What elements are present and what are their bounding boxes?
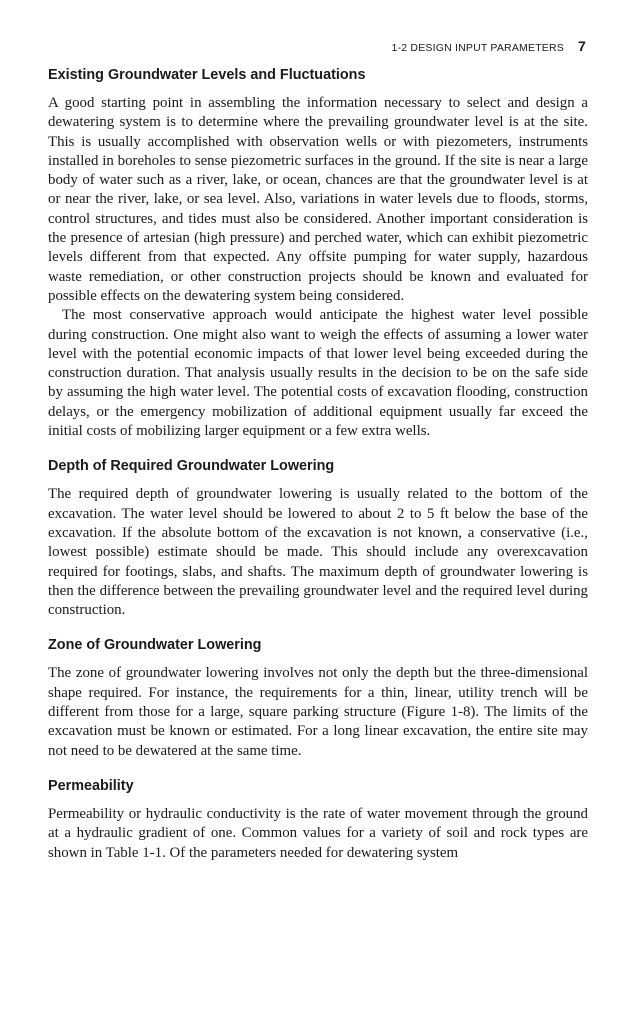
section-existing-groundwater <box>48 66 588 441</box>
paragraph: The zone of groundwater lowering involves not only the depth but the three-dimensional shape required. For instance, the requirements for a thin, linear, utility trench will be different from those for a large, square parking structure (Figure 1-8). The limits of the excavation must be known or estimated. For a long linear excavation, the entire site may not need to be dewatered at the same time. <box>48 665 588 759</box>
paragraph: A good starting point in assembling the information necessary to select and design a dewatering system is to determine where the prevailing groundwater level is at the site. This is usually accomplished with observation wells or with piezometers, instruments installed in boreholes to sense piezometric surfaces in the ground. If the site is near a large body of water such as a river, lake, or ocean, chances are that the groundwater level is at or near the river, lake, or sea level. Also, variations in water levels due to floods, storms, control structures, and tides must also be considered. Another important consideration is the presence of artesian (high pressure) and perched water, which can exhibit piezometric levels different from that expected. Any offsite pumping for water supply, hazardous waste remediation, or other construction projects should be known and evaluated for possible effects on the dewatering system being considered. <box>48 95 588 304</box>
running-head: 1-2 DESIGN INPUT PARAMETERS <box>391 42 564 54</box>
section-heading: Depth of Required Groundwater Lowering <box>48 458 335 475</box>
paragraph: Permeability or hydraulic conductivity is the rate of water movement through the ground at a hydraulic gradient of one. Common values for a variety of soil and rock types are shown in Table 1-1. Of the parameters needed for dewatering system <box>48 805 588 861</box>
page-body <box>48 66 588 879</box>
section-heading: Permeability <box>48 777 134 794</box>
paragraph: The most conservative approach would anticipate the highest water level possible during construction. One might also want to weigh the effects of assuming a lower water level with the potential economic impacts of that lower level being exceeded during the construction duration. That analysis usually results in the decision to be on the safe side by assuming the high water level. The potential costs of excavation flooding, construction delays, or the emergency mobilization of additional equipment usually far exceed the initial costs of mobilizing larger equipment or a few extra wells. <box>48 307 588 440</box>
section-zone-of-lowering <box>48 636 588 760</box>
section-permeability <box>48 777 588 863</box>
page-number: 7 <box>578 38 586 54</box>
running-header <box>300 38 586 54</box>
paragraph: The required depth of groundwater lowering is usually related to the bottom of the excavation. The water level should be lowered to about 2 to 5 ft below the base of the excavation. If the absolute bottom of the excavation is not known, a conservative (i.e., lowest possible) estimate should be made. This should include any overexcavation required for footings, slabs, and shafts. The maximum depth of groundwater lowering is then the difference between the prevailing groundwater level and the required level during construction. <box>48 486 588 619</box>
section-heading: Existing Groundwater Levels and Fluctuations <box>48 67 366 83</box>
section-heading: Zone of Groundwater Lowering <box>48 637 262 654</box>
section-depth-of-lowering <box>48 457 588 620</box>
